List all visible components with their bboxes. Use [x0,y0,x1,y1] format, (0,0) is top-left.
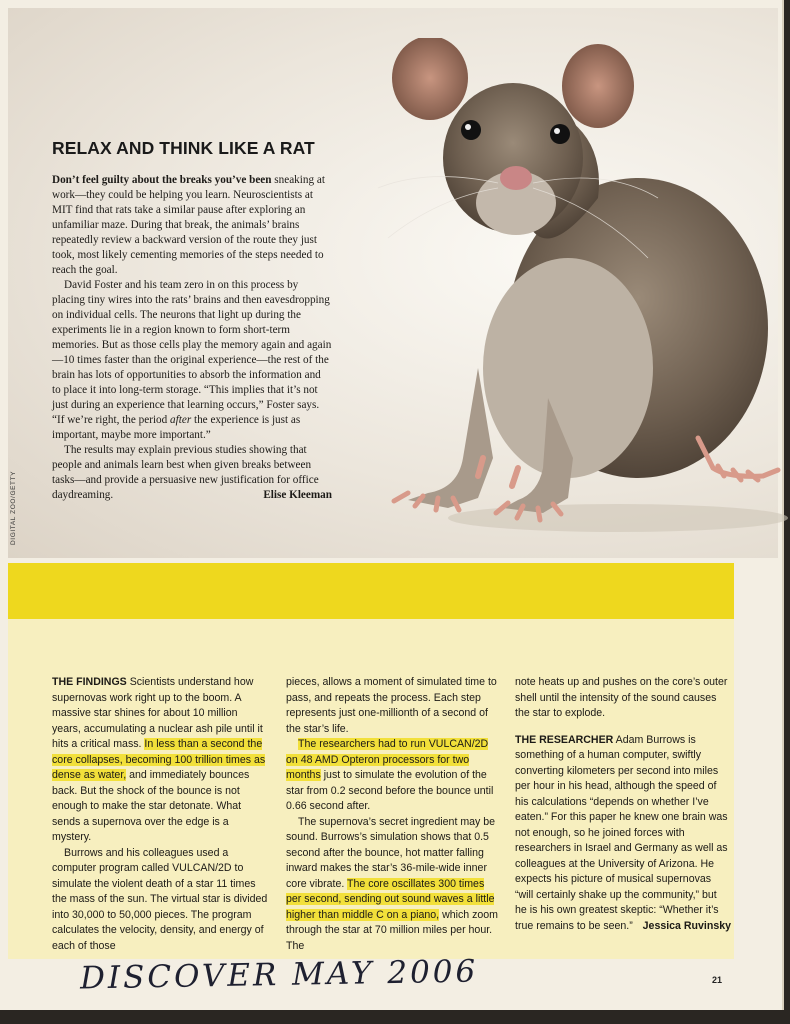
article-paragraph-3-text: The results may explain previous studies showing that people and animals learn best when given breaks between tasks—and provide a persuasive new justification for office daydreaming. [52,444,319,501]
highlighted-text: The core oscillates 300 times per second, sending out sound waves a little higher than middle C on a piano, [286,877,495,921]
findings-text-a: Scientists understand how supernovas work right up to the boom. A massive star shines for about 10 million years, accumulating a nuclear ash pile until it hits a critical mass. [52,676,263,750]
rat-photo [368,38,788,538]
handwritten-note: DISCOVER MAY 2006 [79,953,479,997]
article-paragraph-2 [52,278,332,443]
article-paragraph-2-emphasis: after [170,414,192,426]
column-2-paragraph-3-text-b: which zoom through the star at 70 million miles per hour. The [286,908,499,952]
column-3-paragraph-1: note heats up and pushes on the core’s outer shell until the intensity of the sound causes the star to explode. [515,676,728,719]
yellow-divider-bar [8,563,734,619]
highlighted-text: In less than a second the core collapses, becoming 100 trillion times as dense as water, [52,738,266,781]
article-lead: Don’t feel guilty about the breaks you’ve been [52,174,272,186]
column-3 [515,675,731,934]
column-2-paragraph-2-text: just to simulate the evolution of the star from 0.2 second before the bounce until 0.66 second after. [286,769,494,812]
column-2 [286,675,502,954]
researcher-label: THE RESEARCHER [515,733,614,746]
highlighted-text: The researchers had to run VULCAN/2D on 48 AMD Opteron processors for two months [286,738,489,781]
article-paragraph-3 [52,443,332,503]
article-paragraph-1-text: sneaking at work—they could be helping you learn. Neuroscientists at MIT find that rats take a similar pause after exploring an unfamiliar maze. During that break, the animals’ brains repeatedly review a backward version of the route they just took, most likely cementing memories of the steps needed to reach the goal. [52,174,325,276]
article-paragraph-2-text-a: David Foster and his team zero in on this process by placing tiny wires into the rats’ brains and then eavesdropping on individual cells. The neurons that light up during the experiments lie in a region known to form short-term memories. But as those cells play the memory again and again—10 times faster than the original experience—the rest of the brain has lots of opportunities to absorb the information and to place it into long-term storage. “This implies that it’s not just during an experience that learning occurs,” Foster says. “If we’re right, the period [52,279,332,426]
findings-label: THE FINDINGS [52,676,127,688]
supernova-byline: Jessica Ruvinsky [642,919,731,932]
supernova-article [8,619,734,959]
findings-paragraph [52,675,268,846]
column-2-paragraph-3 [286,815,502,955]
page-number: 21 [712,975,723,985]
researcher-paragraph [515,733,731,935]
findings-text-b: and immediately bounces back. But the shock of the bounce is not enough to make the star detonate. What sends a supernova over the edge is a mystery. [52,769,250,843]
article-paragraph-2-text-b: the experience is just as important, maybe more important.” [52,414,301,441]
article-paragraph-1 [52,173,332,278]
photo-credit: DIGITAL ZOO/GETTY [10,470,17,545]
column-2-paragraph-1: pieces, allows a moment of simulated time to pass, and repeats the process. Each step represents just one-millionth of a second of the star’s life. [286,676,497,735]
researcher-text: Adam Burrows is something of a human computer, swiftly converting kilometers per second into miles per hour in his head, although the speed of his calculations “depends on whether I’ve eaten.” For this paper he knew one brain was not enough, so he joined forces with researchers in Israel and Germany as well as colleagues at the University of Arizona. He expects his picture of musical supernovas “will certainly shake up the community,” but he is his own greatest skeptic: “Whether it’s true remains to be seen.” [515,733,728,932]
column-2-paragraph-3-text-a: The supernova’s secret ingredient may be sound. Burrows’s simulation shows that 0.5 second after the bounce, hot matter falling inward makes the star’s 36-mile-wide inner core vibrate. [286,815,496,890]
column-2-paragraph-2 [286,737,502,815]
column-1 [52,675,268,954]
column-1-paragraph-2: Burrows and his colleagues used a computer program called VULCAN/2D to simulate the violent death of a star 11 times the mass of the sun. The virtual star is divided into 30,000 to 50,000 pieces. The program calculates the velocity, density, and energy of each of those [52,846,268,952]
article-byline: Elise Kleeman [263,489,332,501]
rat-article [52,138,332,503]
article-headline: RELAX AND THINK LIKE A RAT [52,138,315,158]
